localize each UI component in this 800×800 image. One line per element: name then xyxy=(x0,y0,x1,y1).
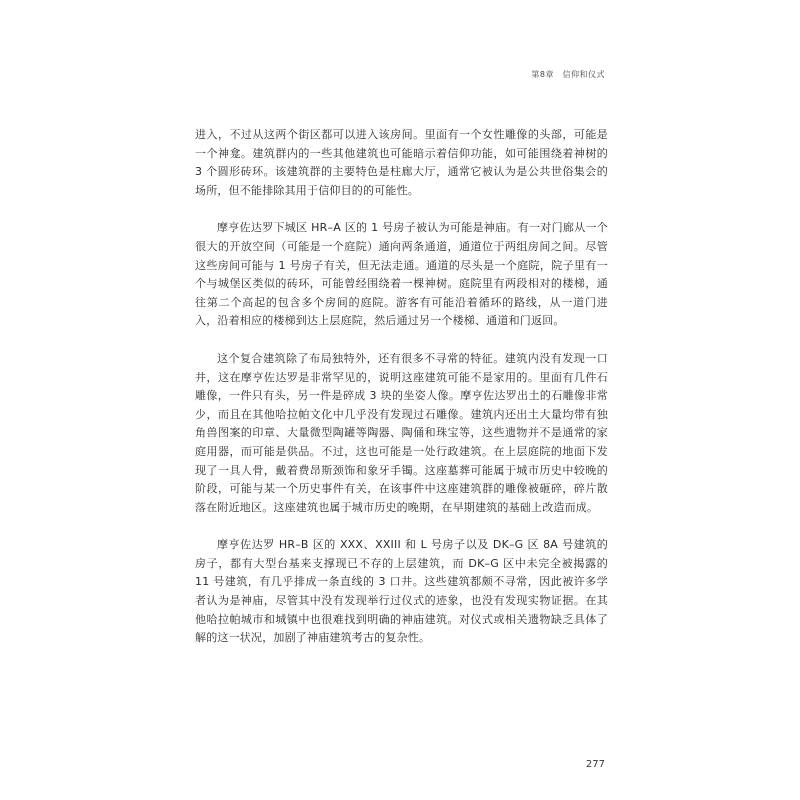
page-number: 277 xyxy=(585,759,605,770)
body-text xyxy=(195,126,608,667)
paragraph: 摩亨佐达罗下城区 HR–A 区的 1 号房子被认为可能是神庙。有一对门廊从一个很大的开放空间（可能是一个庭院）通向两条通道，通道位于两组房间之间。尽管这些房间可能与 1 号房子有关，但无法走通。通道的尽头是一个庭院，院子里有一个与城堡区类似的砖环，可能曾经围绕着一棵神树。庭院里有两段相对的楼梯，通往第二个高起的包含多个房间的庭院。游客有可能沿着循环的路线，从一道门进入，沿着相应的楼梯到达上层庭院，然后通过另一个楼梯、通道和门返回。 xyxy=(195,221,608,328)
paragraph: 这个复合建筑除了布局独特外，还有很多不寻常的特征。建筑内没有发现一口井，这在摩亨佐达罗是非常罕见的，说明这座建筑可能不是家用的。里面有几件石雕像，一件只有头，另一件是碎成 3 块的坐姿人像。摩亨佐达罗出土的石雕像非常少，而且在其他哈拉帕文化中几乎没有发现过石雕像。建筑内还出土大量均带有独角兽图案的印章、大量微型陶罐等陶器、陶俑和珠宝等，这些遗物并不是通常的家庭用器，而可能是供品。不过，这也可能是一处行政建筑。在上层庭院的地面下发现了一具人骨，戴着费昂斯颈饰和象牙手镯。这座墓葬可能属于城市历史中较晚的阶段，可能与某一个历史事件有关，在该事件中这座建筑群的雕像被砸碎，碎片散落在附近地区。这座建筑也属于城市历史的晚期，在早期建筑的基础上改造而成。 xyxy=(195,351,608,514)
paragraph: 摩亨佐达罗 HR–B 区的 XXX、XXIII 和 L 号房子以及 DK–G 区 8A 号建筑的房子，都有大型台基来支撑现已不存的上层建筑，而 DK–G 区中未完全被揭露的 11 号建筑，有几乎排成一条直线的 3 口井。这些建筑都颇不寻常，因此被许多学者认为是神庙，尽管其中没有发现举行过仪式的迹象，也没有发现实物证据。在其他哈拉帕城市和城镇中也很难找到明确的神庙建筑。对仪式或相关遗物缺乏具体了解的这一状况，加剧了神庙建筑考古的复杂性。 xyxy=(195,538,608,645)
paragraph-continued: 进入，不过从这两个街区都可以进入该房间。里面有一个女性雕像的头部，可能是一个神龛。建筑群内的一些其他建筑也可能暗示着信仰功能，如可能围绕着神树的 3 个圆形砖环。该建筑群的主要特色是柱廊大厅，通常它被认为是公共世俗集会的场所，但不能排除其用于信仰目的的可能性。 xyxy=(195,128,608,197)
running-header: 第8章 信仰和仪式 xyxy=(531,70,605,79)
